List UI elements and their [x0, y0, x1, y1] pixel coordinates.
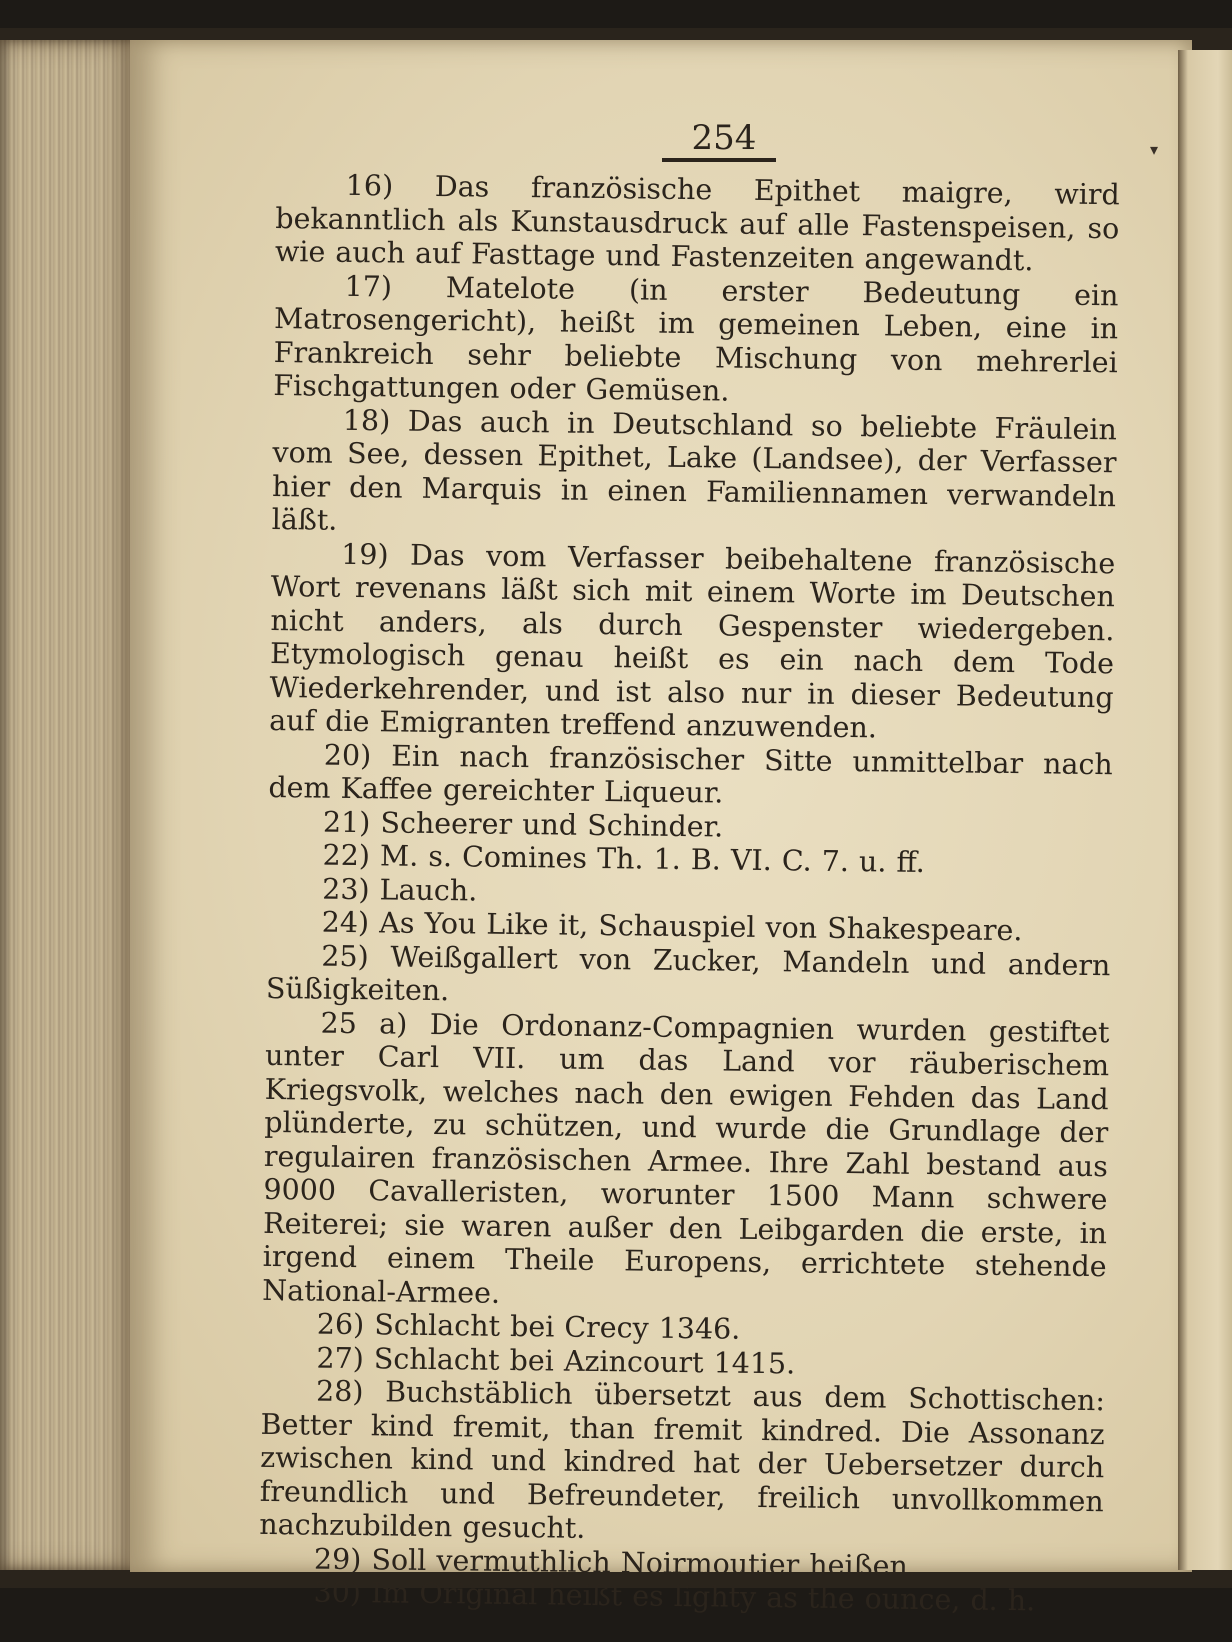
page-number-rule: [662, 158, 776, 162]
footnote-16: 16) Das französische Epithet maigre, wird bekanntlich als Kunstausdruck auf alle Fastenspeisen, so wie auch auf Fasttage und Fastenzeiten angewandt.: [274, 168, 1120, 278]
footnote-25: 25) Weißgallert von Zucker, Mandeln und andern Süßigkeiten.: [265, 939, 1111, 1008]
footnote-19: 19) Das vom Verfasser beibehaltene französische Wort revenans läßt sich mit einem Worte im Deutschen nicht anders, als durch Gespenster wiedergeben. Etymologisch genau heißt es ein nach dem Tode Wiederkehrender, und ist also nur in dieser Bedeutung auf die Emigranten treffend anzuwenden.: [269, 537, 1116, 745]
footnote-21: 21) Scheerer und Schinder.: [322, 805, 724, 844]
footnote-28: 28) Buchstäblich übersetzt aus dem Schottischen: Better kind fremit, than fremit kindred. Die Assonanz zwischen kind und kindred hat der Uebersetzer durch freundlich und Befreundeter, freilich unvollkommen nachzubilden gesucht.: [259, 1374, 1106, 1545]
footnote-29: 29) Soll vermuthlich Noirmoutier heißen.: [313, 1542, 918, 1583]
footnotes-block: [258, 168, 1120, 1619]
footnote-26: 26) Schlacht bei Crecy 1346.: [316, 1307, 741, 1346]
footnote-23: 23) Lauch.: [321, 872, 478, 908]
footnote-25a: 25 a) Die Ordonanz-Compagnien wurden gestiftet unter Carl VII. um das Land vor räuberischem Kriegsvolk, welches nach den ewigen Fehden das Land plünderte, zu schützen, und wurde die Grundlage der regulairen französischen Armee. Ihre Zahl bestand aus 9000 Cavalleristen, worunter 1500 Mann schwere Reiterei; sie waren außer den Leibgarden die erste, in irgend einem Theile Europens, errichtete stehende National-Armee.: [262, 1006, 1110, 1310]
footnote-18: 18) Das auch in Deutschland so beliebte Fräulein vom See, dessen Epithet, Lake (Landsee), der Verfasser hier den Marquis in einen Familiennamen verwandeln läßt.: [271, 403, 1118, 537]
footnote-22: 22) M. s. Comines Th. 1. B. VI. C. 7. u. ff.: [322, 838, 925, 879]
footnote-27: 27) Schlacht bei Azincourt 1415.: [316, 1341, 796, 1380]
footnote-20: 20) Ein nach französischer Sitte unmittelbar nach dem Kaffee gereichter Liqueur.: [268, 738, 1113, 810]
corner-mark: ▾: [1150, 140, 1159, 159]
page-number: 254: [691, 118, 757, 158]
page-edges: [0, 40, 142, 1570]
footnote-30: 30) Im Original heißt es lighty as the ounce, d. h.: [313, 1575, 1036, 1618]
footnote-24: 24) As You Like it, Schauspiel von Shakespeare.: [321, 905, 1023, 948]
next-page-edge: [1178, 50, 1232, 1570]
footnote-17: 17) Matelote (in erster Bedeutung ein Matrosengericht), heißt im gemeinen Leben, eine in Frankreich sehr beliebte Mischung von mehrerlei Fischgattungen oder Gemüsen.: [273, 269, 1119, 408]
